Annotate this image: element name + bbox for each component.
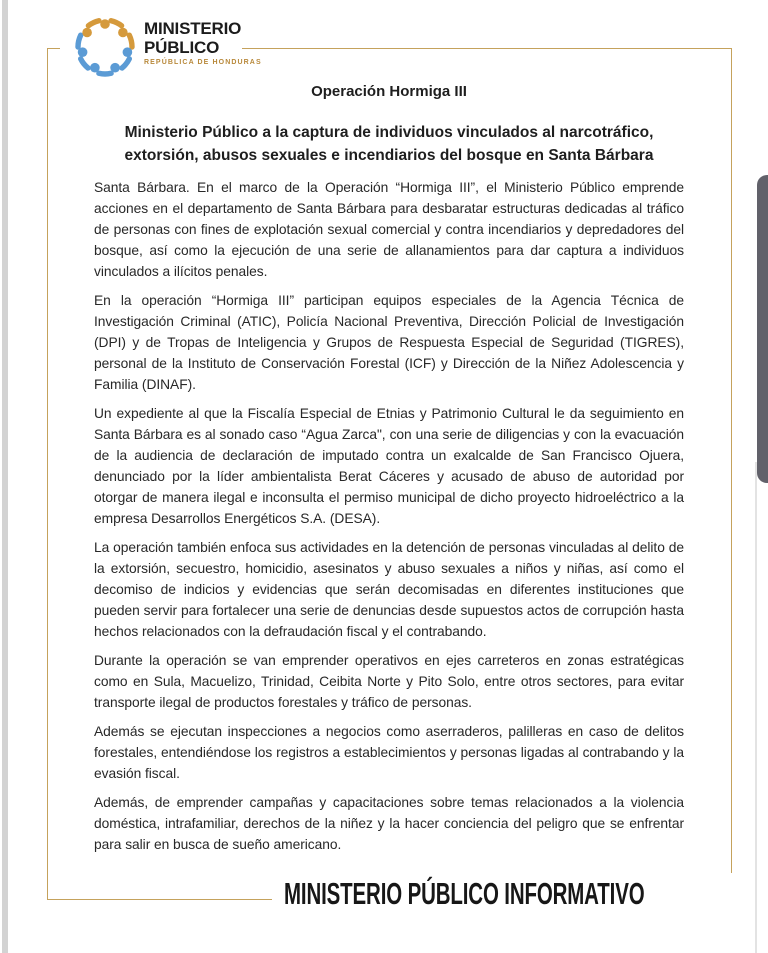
- ministerio-publico-logo: [60, 13, 262, 81]
- logo-tagline: REPÚBLICA DE HONDURAS: [144, 59, 262, 66]
- paper-edge-right: [755, 462, 757, 953]
- scan-edge-left: [2, 0, 8, 953]
- paragraph-3: Un expediente al que la Fiscalía Especial de Etnias y Patrimonio Cultural le da seguimiento en Santa Bárbara es al sonado caso “Agua Zarca", con una serie de diligencias y con la evacuación de la audiencia de declaración de imputado contra un exalcalde de San Francisco Ojuera, denunciado por la líder ambientalista Berat Cáceres y acusado de abuso de autoridad por otorgar de manera ilegal e inconsulta el permiso municipal de dicho proyecto hidroeléctrico a la empresa Desarrollos Energéticos S.A. (DESA).: [94, 406, 684, 526]
- logo-org-line1: MINISTERIO: [144, 19, 242, 38]
- logo-org-line2: PÚBLICO: [144, 38, 220, 57]
- headline-line1: Ministerio Público a la captura de individuos vinculados al narcotráfico,: [124, 124, 654, 141]
- logo-wordmark: [144, 19, 262, 66]
- photo-shadow-artifact: [757, 175, 768, 483]
- paragraph-2: En la operación “Hormiga III” participan equipos especiales de la Agencia Técnica de Investigación Criminal (ATIC), Policía Nacional Preventiva, Dirección Policial de Investigación (DPI) y de Tropas de Inteligencia y Grupos de Respuesta Especial de Seguridad (TIGRES), personal de la Instituto de Conservación Forestal (ICF) y Dirección de la Niñez Adolescencia y Familia (DINAF).: [94, 293, 684, 392]
- headline-line2: extorsión, abusos sexuales e incendiarios del bosque en Santa Bárbara: [124, 147, 654, 164]
- footer-banner: [272, 873, 768, 914]
- paragraph-4: La operación también enfoca sus actividades en la detención de personas vinculadas al delito de la extorsión, secuestro, homicidio, asesinatos y abuso sexuales a niños y niñas, así como el decomiso de indicios y evidencias que serán decomisadas en diferentes instituciones que pueden servir para fortalecer una serie de denuncias desde supuestos actos de corrupción hasta hechos relacionados con la defraudación fiscal y el contrabando.: [94, 540, 684, 639]
- paragraph-6: Además se ejecutan inspecciones a negocios como aserraderos, palilleras en caso de delitos forestales, entendiéndose los registros a establecimientos y personas ligadas al contrabando y la evasión fiscal.: [94, 724, 684, 781]
- paragraph-7: Además, de emprender campañas y capacitaciones sobre temas relacionados a la violencia doméstica, intrafamiliar, derechos de la niñez y la hacer conciencia del peligro que se enfrentar para salir en busca de sueño americano.: [94, 795, 684, 852]
- headline: [88, 121, 690, 167]
- operation-title: Operación Hormiga III: [311, 83, 467, 100]
- paragraph-1: Santa Bárbara. En el marco de la Operación “Hormiga III”, el Ministerio Público emprende acciones en el departamento de Santa Bárbara para desbaratar estructuras dedicadas al tráfico de personas con fines de explotación sexual comercial y contra incendiarios y depredadores del bosque, así como la ejecución de una serie de allanamientos para dar captura a individuos vinculados a ilícitos penales.: [94, 180, 684, 279]
- footer-title: MINISTERIO PÚBLICO INFORMATIVO: [284, 875, 645, 911]
- paragraph-5: Durante la operación se van emprender operativos en ejes carreteros en zonas estratégicas como en Sula, Macuelizo, Trinidad, Ceibita Norte y Pito Solo, entre otros sectores, para evitar transporte ilegal de productos forestales y tráfico de personas.: [94, 653, 684, 710]
- people-circle-emblem-icon: [74, 16, 136, 78]
- article-body: [94, 177, 684, 863]
